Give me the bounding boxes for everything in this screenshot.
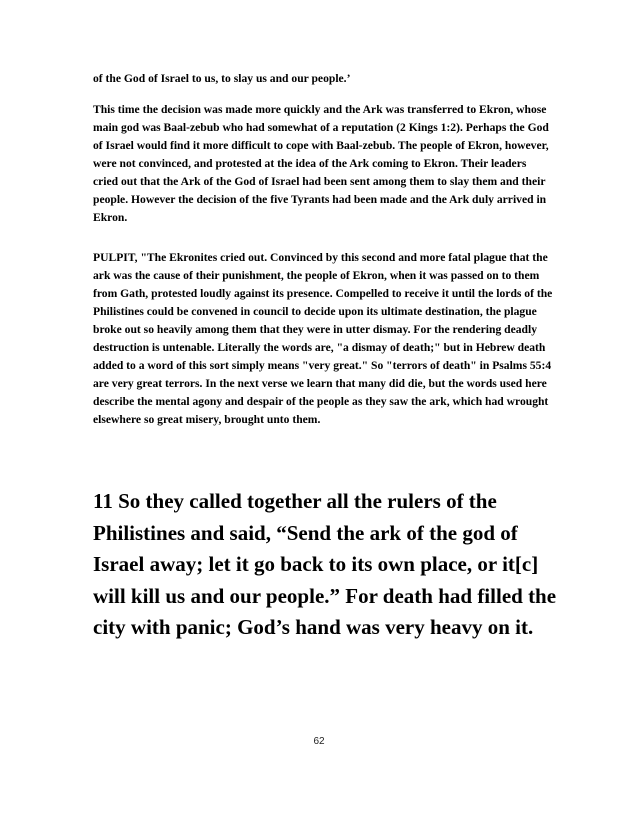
verse-11: 11 So they called together all the rulers of the Philistines and said, “Send the ark of the god of Israel away; let it go back to its own place, or it[c] will kill us and our people.” For death had filled the city with panic; God’s hand was very heavy on it.	[93, 489, 557, 639]
page-number: 62	[313, 736, 325, 747]
paragraph-quote-ending: of the God of Israel to us, to slay us and our people.’	[93, 72, 351, 85]
paragraph-pulpit-commentary: PULPIT, "The Ekronites cried out. Convinced by this second and more fatal plague that the ark was the cause of their punishment, the people of Ekron, when it was passed on to them from Gath, protested loudly against its presence. Compelled to receive it until the lords of the Philistines could be convened in council to decide upon its ultimate destination, the plague broke out so heavily among them that they were in utter dismay. For the rendering deadly destruction is untenable. Literally the words are, "a dismay of death;" but in Hebrew death added to a word of this sort simply means "very great." So "terrors of death" in Psalms 55:4 are very great terrors. In the next verse we learn that many did die, but the words used here describe the mental agony and despair of the people as they saw the ark, which had wrought elsewhere so great misery, brought unto them.	[93, 251, 553, 426]
paragraph-ark-to-ekron: This time the decision was made more quickly and the Ark was transferred to Ekron, whose main god was Baal-zebub who had somewhat of a reputation (2 Kings 1:2). Perhaps the God of Israel would find it more difficult to cope with Baal-zebub. The people of Ekron, however, were not convinced, and protested at the idea of the Ark coming to Ekron. Their leaders cried out that the Ark of the God of Israel had been sent among them to slay them and their people. However the decision of the five Tyrants had been made and the Ark duly arrived in Ekron.	[93, 103, 549, 224]
